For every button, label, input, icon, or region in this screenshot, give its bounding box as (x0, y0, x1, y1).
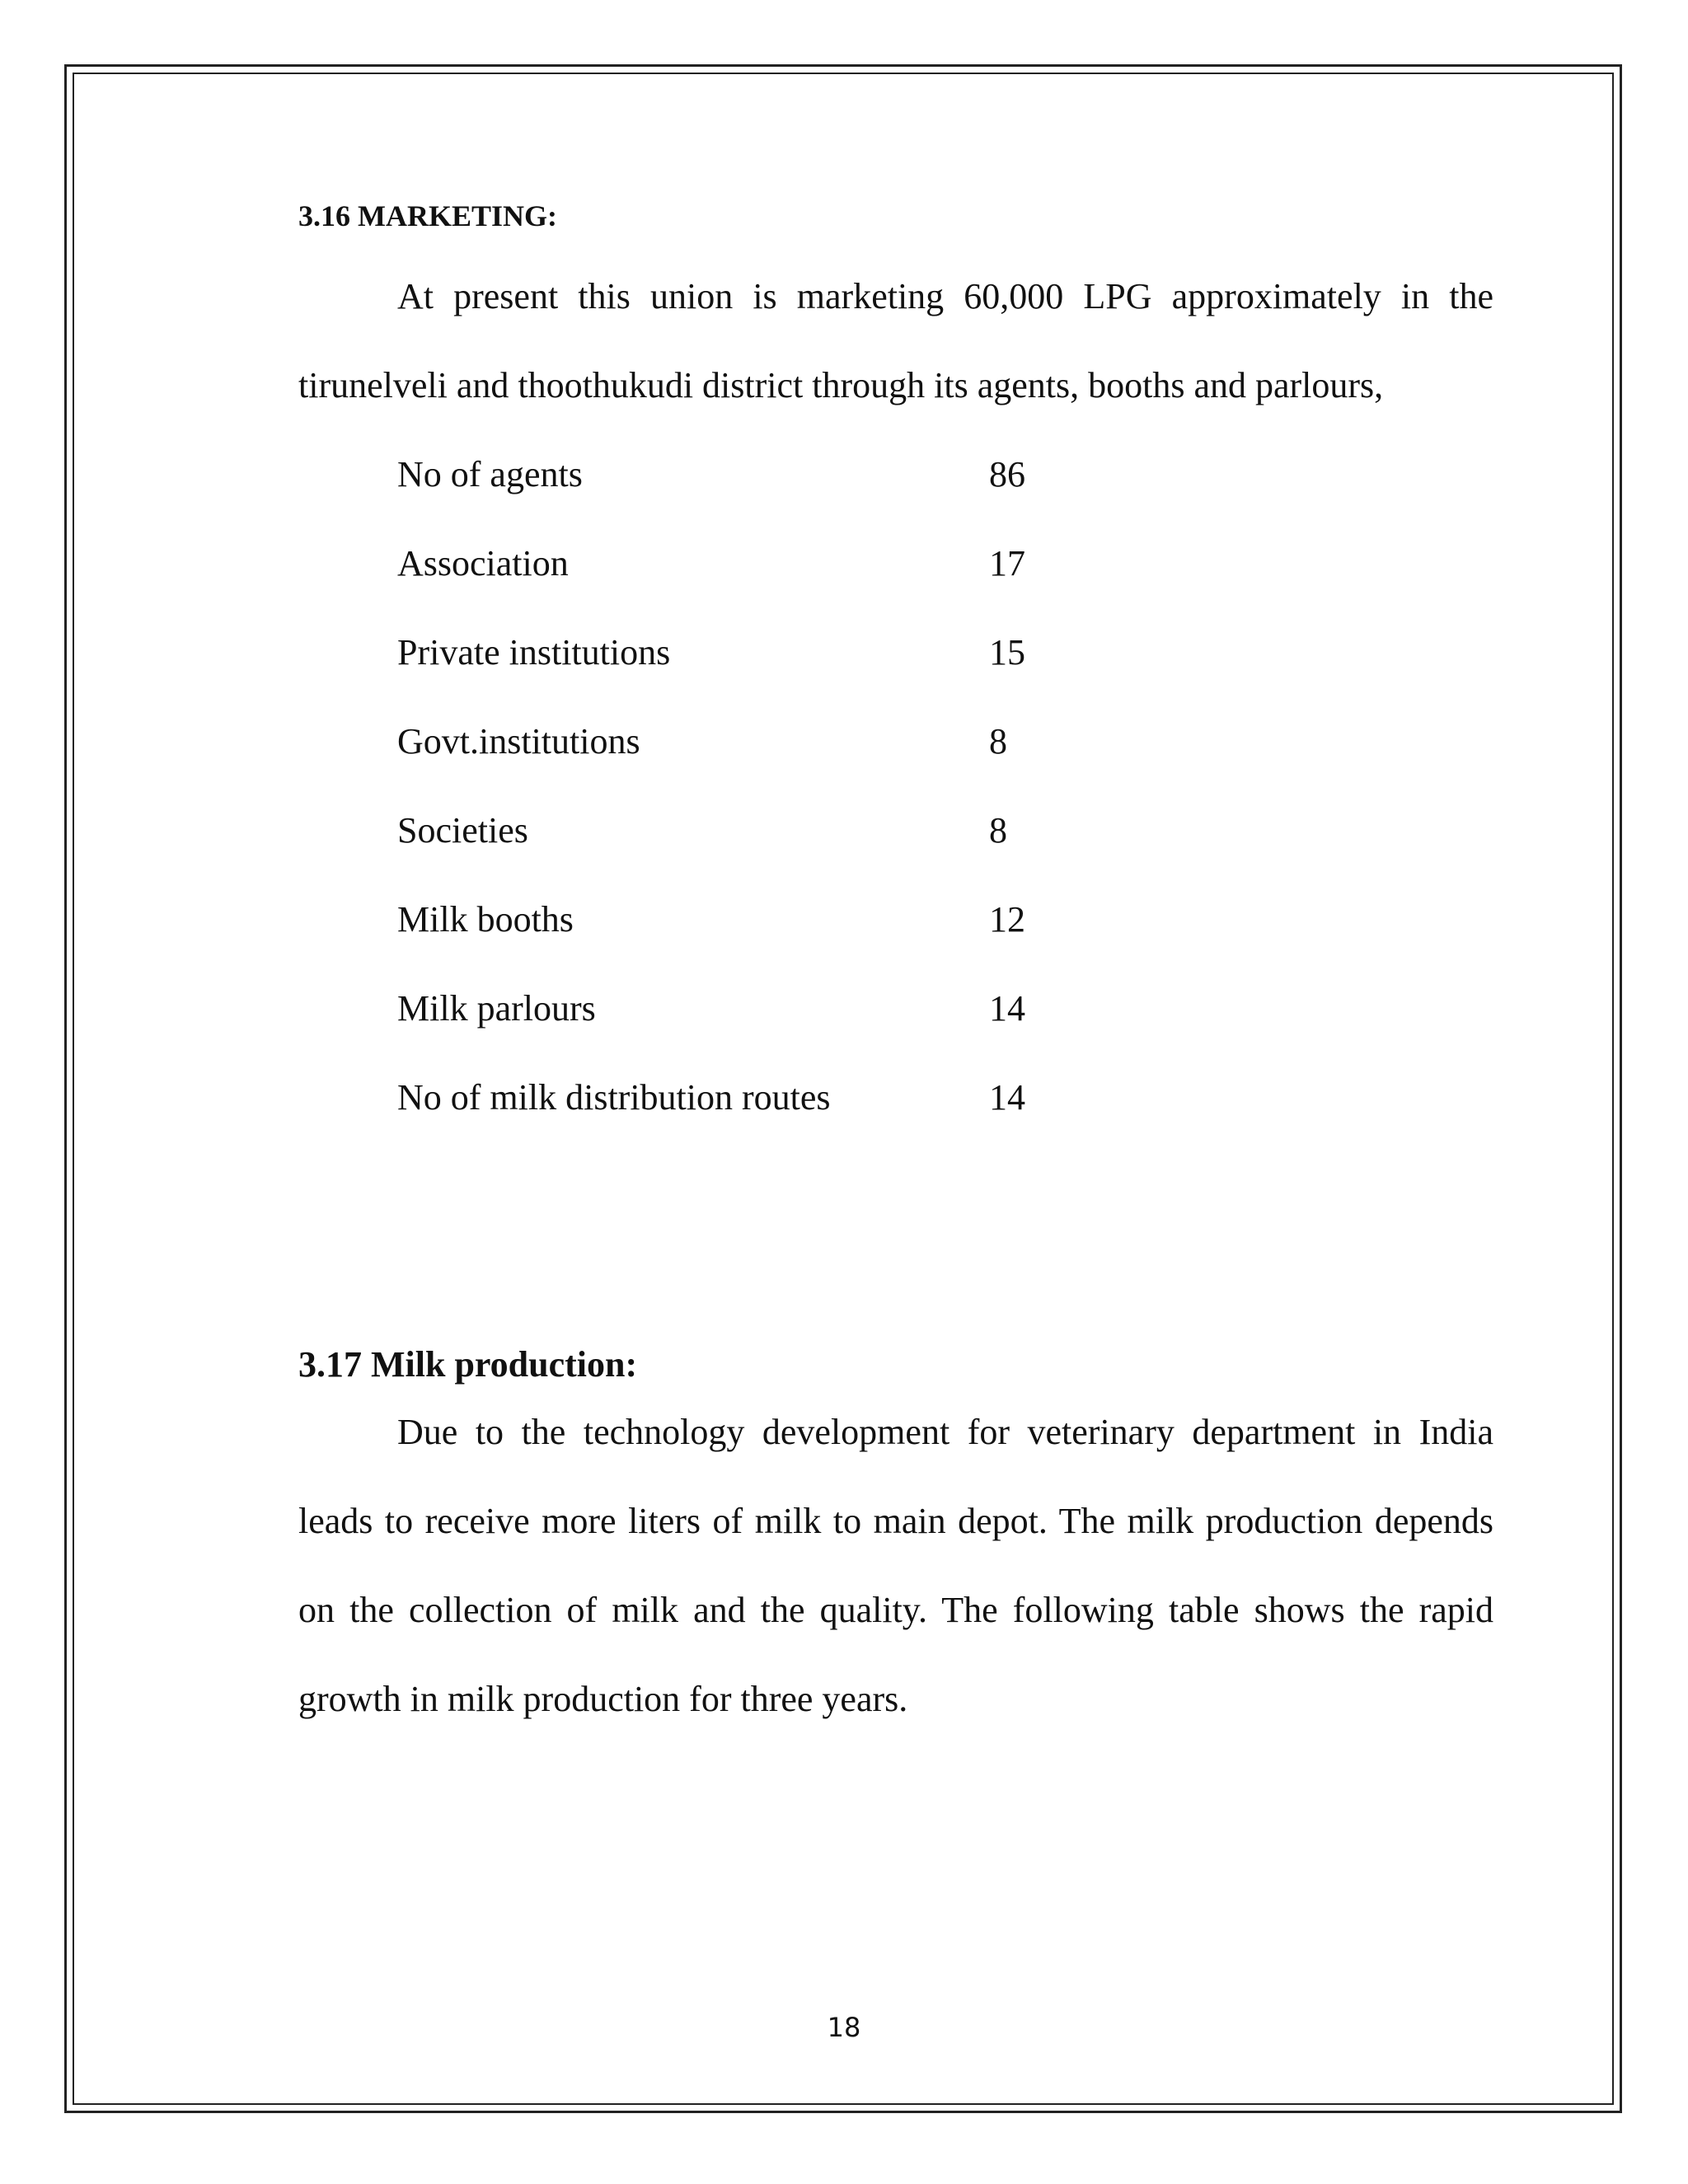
list-item-value: 17 (989, 543, 1025, 583)
list-item-label: Association (397, 543, 569, 583)
milk-production-paragraph (298, 1388, 1493, 1744)
marketing-paragraph-text: At present this union is marketing 60,000 LPG approximately in the tirunelveli and thoothukudi district through its agents, booths and parlours, (298, 276, 1493, 405)
list-item-value: 8 (989, 810, 1007, 851)
list-item-value: 86 (989, 454, 1025, 494)
marketing-heading: 3.16 MARKETING: (298, 199, 557, 232)
list-item-label: Govt.institutions (397, 721, 640, 762)
list-item-value: 15 (989, 632, 1025, 673)
list-item (298, 430, 1493, 519)
list-item (298, 697, 1493, 786)
list-item (298, 608, 1493, 697)
list-item-label: No of milk distribution routes (397, 1077, 831, 1118)
marketing-paragraph (298, 252, 1493, 430)
list-item-value: 8 (989, 721, 1007, 762)
list-item (298, 519, 1493, 608)
marketing-list (298, 430, 1493, 1142)
milk-production-section (298, 1388, 1493, 1744)
list-item-value: 12 (989, 899, 1025, 940)
list-item (298, 964, 1493, 1053)
list-item-label: Milk booths (397, 899, 574, 940)
list-item (298, 786, 1493, 875)
milk-production-heading: 3.17 Milk production: (298, 1344, 638, 1385)
list-item-label: Milk parlours (397, 988, 596, 1029)
page-content (298, 198, 1493, 1719)
milk-production-paragraph-text: Due to the technology development for veterinary department in India leads to receive more liters of milk to main depot. The milk production depends on the collection of milk and the quality. The following table shows the rapid growth in milk production for three years. (298, 1412, 1493, 1719)
list-item-label: Societies (397, 810, 528, 851)
list-item-label: Private institutions (397, 632, 671, 673)
list-item-value: 14 (989, 1077, 1025, 1118)
list-item (298, 875, 1493, 964)
list-item (298, 1053, 1493, 1142)
list-item-value: 14 (989, 988, 1025, 1029)
list-item-label: No of agents (397, 454, 583, 494)
page-number: 18 (827, 2012, 861, 2043)
